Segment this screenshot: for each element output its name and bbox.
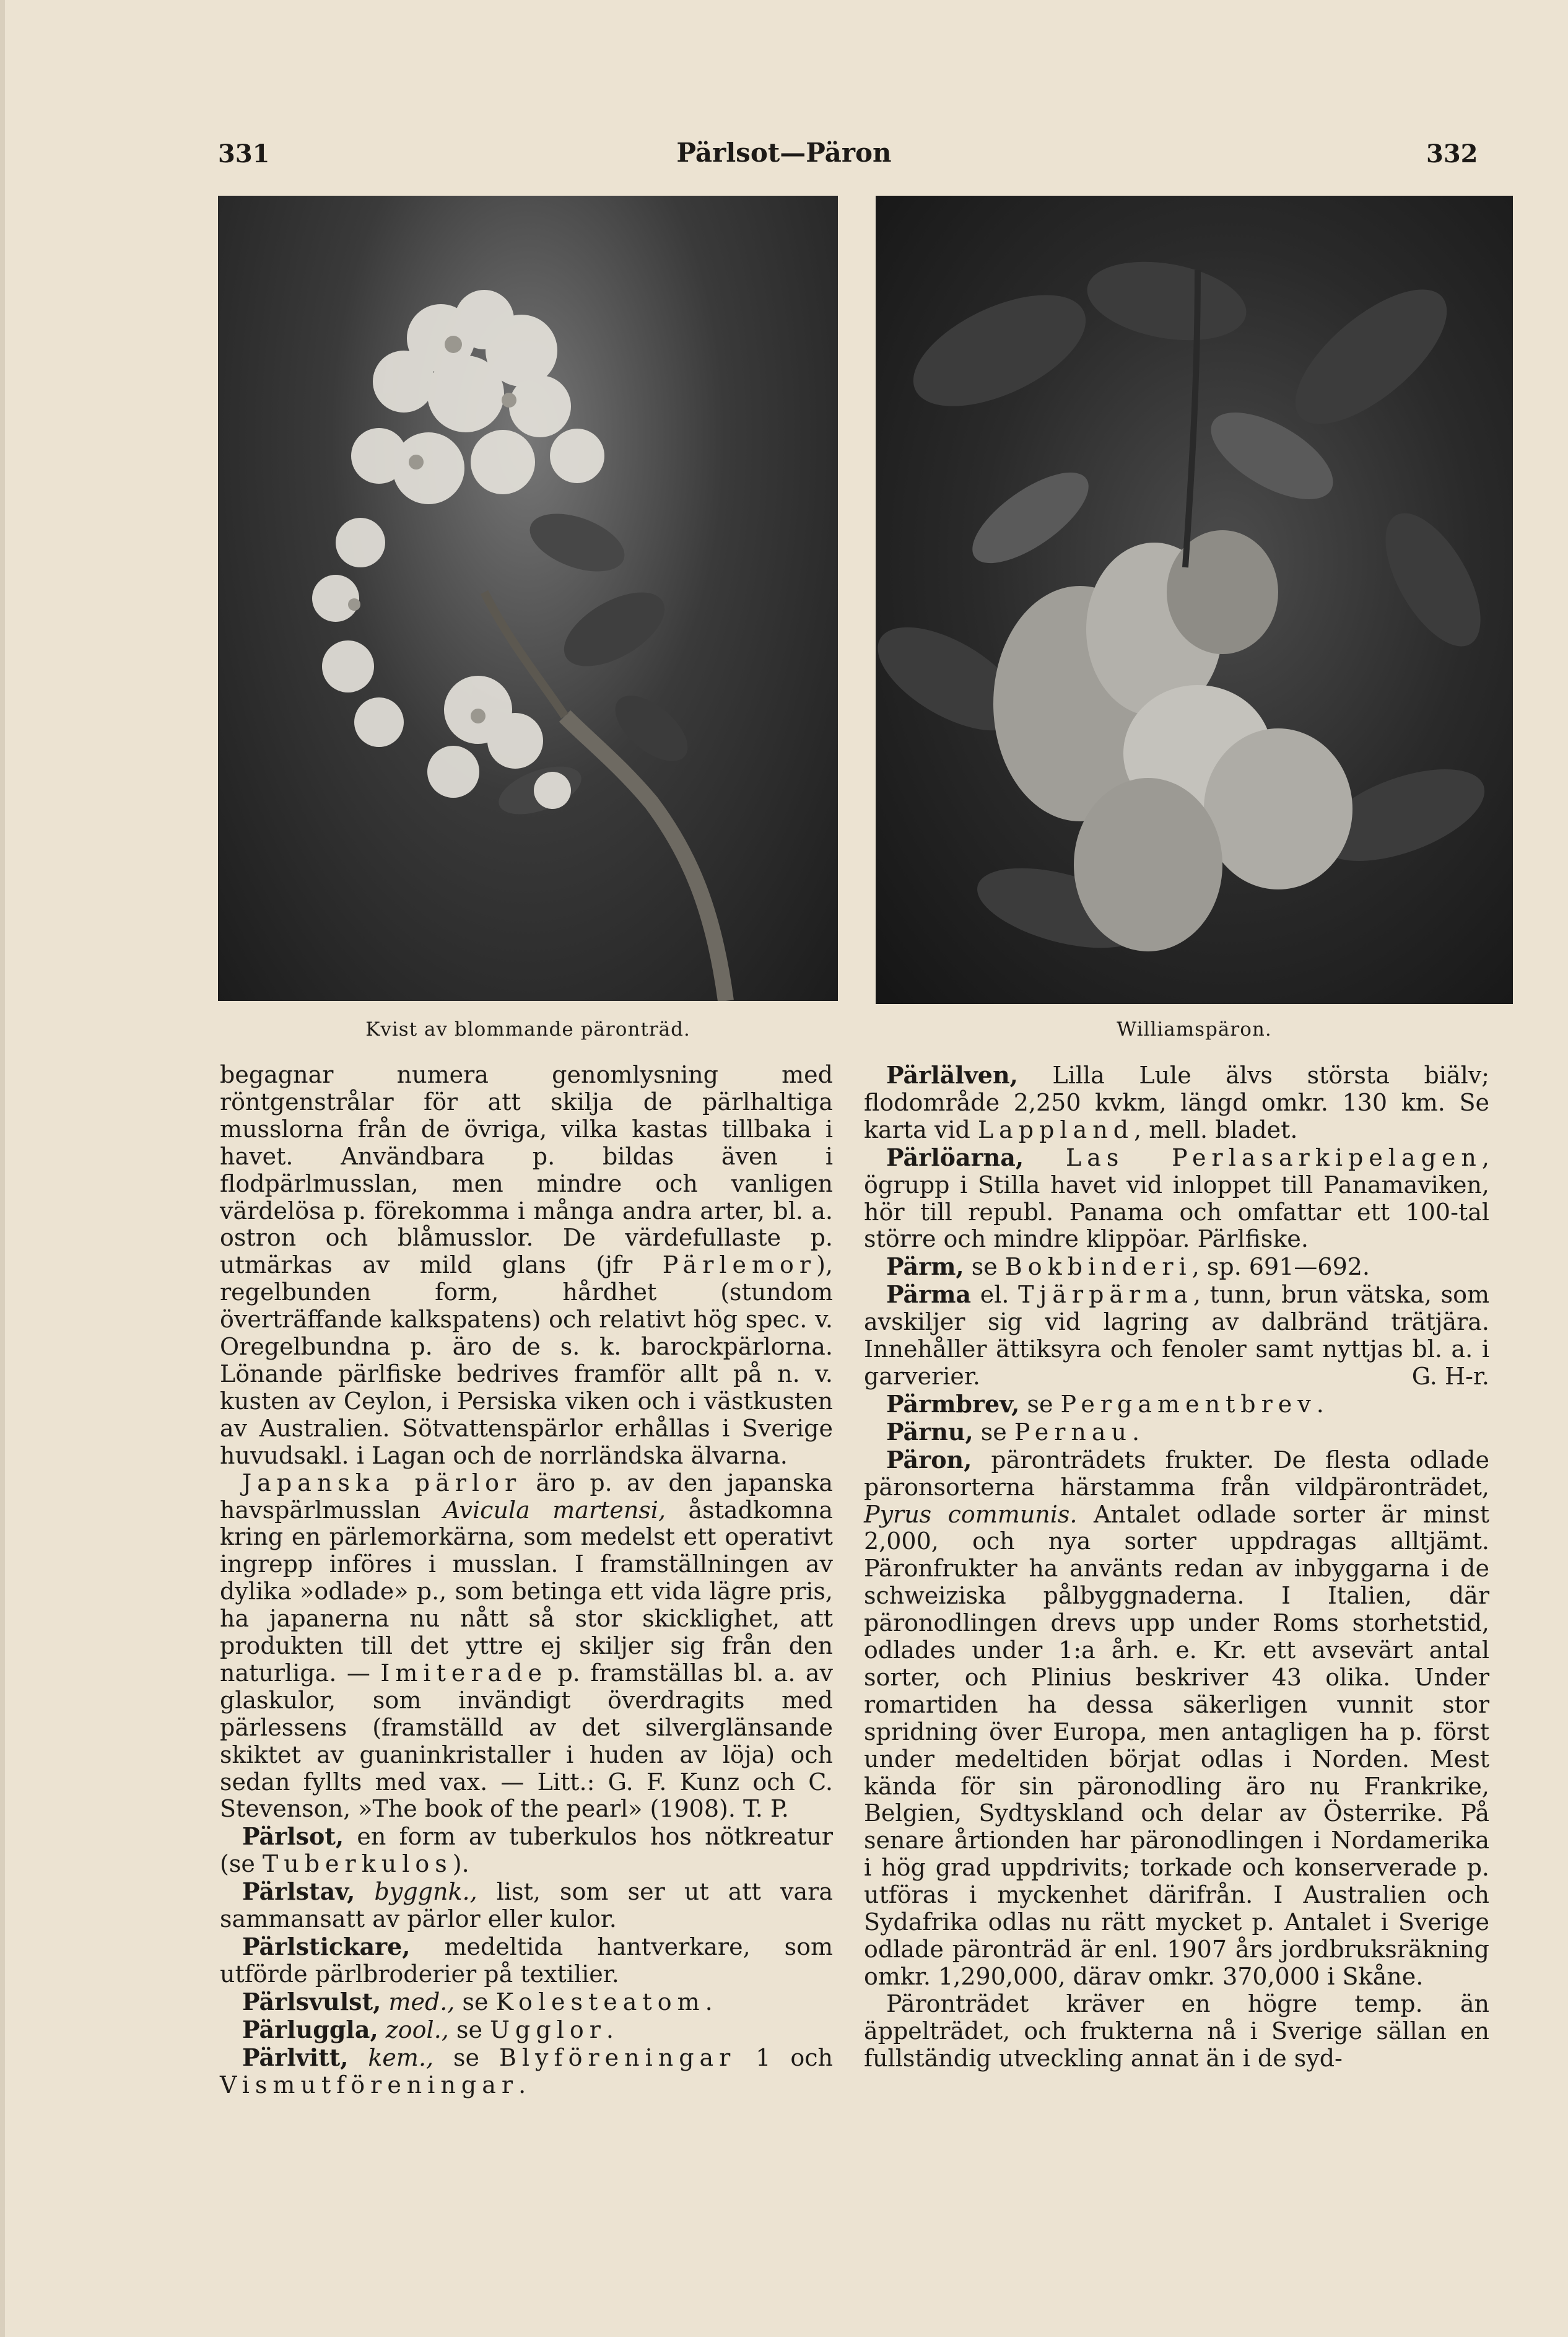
entry-parluggla: Pärluggla, zool., se Ugglor.	[242, 2015, 614, 2043]
cross-reference: Vismutföreningar	[220, 2071, 519, 2099]
page-number-left: 331	[218, 139, 270, 168]
cross-reference: Lappland	[977, 1116, 1135, 1143]
cross-reference: Pergamentbrev	[1060, 1390, 1317, 1418]
cross-reference: Bokbinderi	[1004, 1253, 1192, 1281]
entry-parlstav: Pärlstav, byggnk., list, som ser ut att vara sammansatt av pärlor eller kulor.	[220, 1877, 833, 1933]
williams-pears-photo	[876, 196, 1513, 1004]
cross-reference: Pernau	[1014, 1418, 1132, 1446]
spaced-term: Tjärpärma	[1018, 1281, 1193, 1309]
entry-parlalven: Pärlälven, Lilla Lule älvs största biälv; flodområde 2,250 kvkm, längd omkr. 130 km. Se karta vid Lappland, mell. bladet.	[864, 1061, 1489, 1143]
entry-parma: Pärma el. Tjärpärma, tunn, brun vätska, som avskiljer sig vid lagring av dalbränd trätjära. Innehåller ättiksyra och fenoler samt nyttjas bl. a. i garverier. G. H-r.	[864, 1280, 1489, 1390]
cross-reference: Kolesteatom	[495, 1988, 705, 2016]
left-text-column	[220, 1062, 833, 2099]
page-number-right: 332	[1426, 139, 1478, 168]
species-name: Avicula martensi,	[443, 1496, 666, 1524]
running-title: Pärlsot—Päron	[676, 138, 892, 168]
right-text-column	[864, 1062, 1489, 2073]
paragraph-parontradet: Päronträdet kräver en högre temp. än äppelträdet, och frukterna nå i Sverige sällan en fullständig utveckling annat än i de syd-	[864, 1990, 1489, 2072]
entry-parnu: Pärnu, se Pernau.	[886, 1417, 1140, 1446]
spaced-term: Japanska pärlor	[242, 1469, 522, 1496]
cross-reference: Blyföreningar	[499, 2043, 736, 2071]
cross-reference: Pärlemor	[662, 1251, 817, 1279]
entry-paron: Päron, päronträdets frukter. De flesta odlade päronsorterna härstamma från vildpäronträdet, Pyrus communis. Antalet odlade sorter är minst 2,000, och nya sorter uppdragas alltjämt. Päronfrukter ha använts redan av inbyggarna i de schweiziska pålbyggnaderna. I Italien, där päronodlingen drevs upp under Roms storhetstid, odlades under 1:a årh. e. Kr. ett avsevärt antal sorter, och Plinius beskriver 43 olika. Under romartiden ha dessa säkerligen vunnit stor spridning över Europa, men antagligen ha p. först under medeltiden börjat odlas i Norden. Mest kända för sin päronodling äro nu Frankrike, Belgien, Sydtyskland och delar av Österrike. På senare årtionden har päronodlingen i Nordamerika i hög grad uppdrivits; torkade och konserverade p. utföras i myckenhet därifrån. I Australien och Sydafrika odlas nu rätt mycket p. Antalet i Sverige odlade päronträd är enl. 1907 års jordbruksräkning omkr. 1,290,000, därav omkr. 370,000 i Skåne.	[864, 1445, 1489, 1990]
paragraph-japanese-pearls: Japanska pärlor äro p. av den japanska havspärlmusslan Avicula martensi, åstadkomna kring en pärlemorkärna, som medelst ett operativt ingrepp införes i musslan. I framställningen av dylika »odlade» p., som betinga ett vida lägre pris, ha japanerna nu nått så stor skicklighet, att produkten till det yttre ej skiljer sig från den naturliga. — Imiterade p. framställas bl. a. av glaskulor, som invändigt överdragits med pärlessens (framställd av det silverglänsande skiktet av guaninkristaller i huden av löja) och sedan fyllts med vax. — Litt.: G. F. Kunz och C. Stevenson, »The book of the pearl» (1908). T. P.	[220, 1469, 834, 1823]
entry-parlsot: Pärlsot, en form av tuberkulos hos nötkreatur (se Tuberkulos).	[220, 1822, 833, 1878]
right-figure-caption: Williamspäron.	[1117, 1018, 1272, 1041]
entry-parlvitt: Pärlvitt, kem., se Blyföreningar 1 och Vismutföreningar.	[220, 2043, 833, 2099]
paragraph-pearl-fishing: begagnar numera genomlysning med röntgenstrålar för att skilja de pärlhaltiga musslorna från de övriga, vilka kastas tillbaka i havet. Användbara p. bildas även i flodpärlmusslan, men mindre och vanligen värdelösa p. förekomma i många andra arter, bl. a. ostron och blåmusslor. De värdefullaste p. utmärkas av mild glans (jfr Pärlemor), regelbunden form, hårdhet (stundom överträffande kalkspatens) och relativt hög spec. v. Oregelbundna p. äro de s. k. barockpärlorna. Lönande pärlfiske bedrives framför allt på n. v. kusten av Ceylon, i Persiska viken och i västkusten av Australien. Sötvattenspärlor erhållas i Sverige huvudsakl. i Lagan och de norrländska älvarna.	[220, 1061, 833, 1469]
cross-reference: Ugglor	[490, 2016, 606, 2043]
spaced-term: Imiterade	[380, 1659, 547, 1687]
cross-reference: Tuberkulos	[262, 1850, 453, 1878]
left-figure-caption: Kvist av blommande päronträd.	[365, 1018, 690, 1041]
entry-parm: Pärm, se Bokbinderi, sp. 691—692.	[886, 1252, 1370, 1281]
entry-parlstickare: Pärlstickare, medeltida hantverkare, som utförde pärlbroderier på textilier.	[220, 1933, 833, 1988]
entry-parlsvulst: Pärlsvulst, med., se Kolesteatom.	[242, 1987, 713, 2016]
entry-parloarna: Pärlöarna, Las Perlasarkipelagen, ögrupp i Stilla havet vid inloppet till Panamaviken, hör till republ. Panama och omfattar ett 100-tal större och mindre klippöar. Pärlfiske.	[864, 1143, 1489, 1253]
pear-blossom-photo	[218, 196, 838, 1001]
spaced-term: Las Perlasarkipelagen	[1065, 1143, 1482, 1171]
author-signature: G. H-r.	[1411, 1362, 1489, 1390]
page-edge	[0, 0, 5, 2337]
species-name: Pyrus communis.	[864, 1500, 1078, 1528]
entry-parmbrev: Pärmbrev, se Pergamentbrev.	[886, 1389, 1324, 1418]
